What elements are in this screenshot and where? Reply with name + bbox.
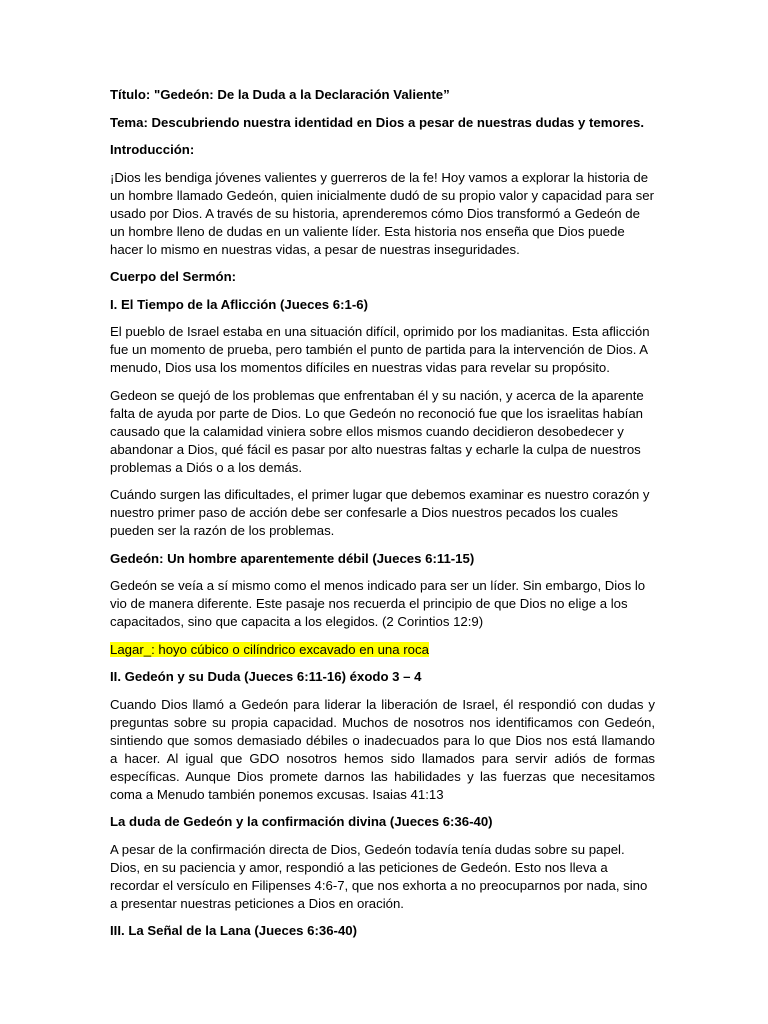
subsection-1-heading: Gedeón: Un hombre aparentemente débil (Jueces 6:11-15): [110, 550, 475, 566]
section-1-heading: I. El Tiempo de la Aflicción (Jueces 6:1-6): [110, 296, 368, 312]
intro-heading: Introducción:: [110, 142, 195, 157]
subsection-1-paragraph: Gedeón se veía a sí mismo como el menos indicado para ser un líder. Sin embargo, Dios lo vio de manera diferente. Este pasaje nos recuerda el principio de que Dios no elige a los capacitados, sino que capacita a los elegidos. (2 Corintios 12:9): [110, 578, 646, 629]
subsection-2-heading: La duda de Gedeón y la confirmación divina (Jueces 6:36-40): [110, 814, 493, 829]
section-1-paragraph-1: El pueblo de Israel estaba en una situación difícil, oprimido por los madianitas. Esta aflicción fue un momento de prueba, pero también el punto de partida para la intervención de Dios. A menudo, Dios usa los momentos difíciles en nuestras vidas para revelar su propósito.: [110, 324, 650, 375]
body-heading: Cuerpo del Sermón:: [110, 269, 237, 284]
section-2-paragraph: Cuando Dios llamó a Gedeón para liderar la liberación de Israel, él respondió con dudas y preguntas sobre su propia capacidad. Muchos de nosotros nos identificamos con Gedeón, sintiendo que somos demasiado débiles o inadecuados para lo que Dios nos está llamando a hacer. Al igual que GDO nosotros hemos sido llamados para servir adiós de formas específicas. Aunque Dios promete darnos las habilidades y las fuerzas que necesitamos coma a Menudo también ponemos excusas. Isaias 41:13: [110, 696, 655, 802]
subsection-2-paragraph: A pesar de la confirmación directa de Dios, Gedeón todavía tenía dudas sobre su papel. Dios, en su paciencia y amor, respondió a las peticiones de Gedeón. Esto nos lleva a recordar el versículo en Filipenses 4:6-7, que nos exhorta a no preocuparnos por nada, sino a presentar nuestras peticiones a Dios en oración.: [110, 841, 648, 911]
document-theme: Tema: Descubriendo nuestra identidad en Dios a pesar de nuestras dudas y temores.: [110, 114, 645, 130]
document-page: [110, 86, 655, 950]
section-2-heading: II. Gedeón y su Duda (Jueces 6:11-16) éxodo 3 – 4: [110, 669, 422, 684]
document-title: Título: "Gedeón: De la Duda a la Declaración Valiente”: [110, 87, 450, 102]
intro-paragraph: ¡Dios les bendiga jóvenes valientes y guerreros de la fe! Hoy vamos a explorar la historia de un hombre llamado Gedeón, quien inicialmente dudó de su propio valor y capacidad para ser usado por Dios. A través de su historia, aprenderemos cómo Dios transformó a Gedeón de un hombre lleno de dudas en un valiente líder. Esta historia nos enseña que Dios puede hacer lo mismo en nuestras vidas, a pesar de nuestras inseguridades.: [110, 169, 654, 257]
section-1-paragraph-3: Cuándo surgen las dificultades, el primer lugar que debemos examinar es nuestro corazón y nuestro primer paso de acción debe ser confesarle a Dios nuestros pecados los cuales pueden ser la razón de los problemas.: [110, 487, 650, 538]
section-3-heading: III. La Señal de la Lana (Jueces 6:36-40): [110, 923, 358, 938]
section-1-paragraph-2: Gedeon se quejó de los problemas que enfrentaban él y su nación, y acerca de la aparente falta de ayuda por parte de Dios. Lo que Gedeón no reconoció fue que los israelitas habían causado que la calamidad viniera sobre ellos mismos cuando decidieron desobedecer y abandonar a Dios, qué fácil es pasar por alto nuestras faltas y echarle la culpa de nuestros problemas a Diós o a los demás.: [110, 387, 644, 475]
highlighted-note: Lagar_: hoyo cúbico o cilíndrico excavado en una roca: [110, 641, 429, 657]
